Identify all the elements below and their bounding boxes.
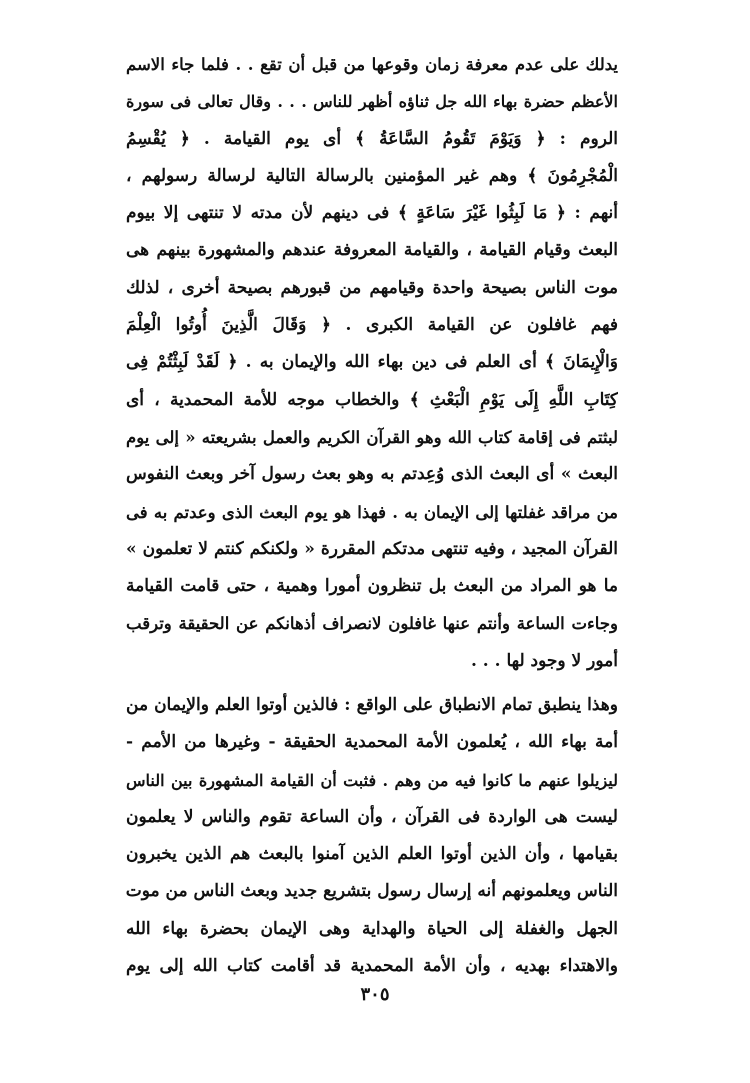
text-line: وَالْإِيمَانَ ﴾ أى العلم فى دين بهاء الله والإيمان به . ﴿ لَقَدْ لَبِثْتُمْ فِى bbox=[126, 352, 618, 373]
text-line: فهم غافلون عن القيامة الكبرى . ﴿ وَقَالَ الَّذِينَ أُوتُوا الْعِلْمَ bbox=[126, 315, 618, 336]
text-line: وجاءت الساعة وأنتم عنها غافلون لانصراف أذهانكم عن الحقيقة وترقب bbox=[126, 614, 618, 634]
text-line: البعث » أى البعث الذى وُعِدتم به وهو بعث رسول آخر وبعث النفوس bbox=[126, 464, 618, 485]
text-line: الجهل والغفلة إلى الحياة والهداية وهى الإيمان بحضرة بهاء الله bbox=[126, 918, 618, 939]
page-number: ٣٠٥ bbox=[360, 984, 390, 1005]
text-line: الْمُجْرِمُونَ ﴾ وهم غير المؤمنين بالرسالة التالية لرسالة رسولهم ، bbox=[126, 165, 618, 186]
text-line: البعث وقيام القيامة ، والقيامة المعروفة عندهم والمشهورة بينهم هى bbox=[126, 240, 618, 261]
text-line: يدلك على عدم معرفة زمان وقوعها من قبل أن تقع . . فلما جاء الاسم bbox=[126, 55, 618, 74]
text-line: وهذا ينطبق تمام الانطباق على الواقع : فالذين أوتوا العلم والإيمان من bbox=[126, 695, 618, 715]
paragraph-2 bbox=[126, 687, 618, 985]
text-line: القرآن المجيد ، وفيه تنتهى مدتكم المقررة « ولكنكم كنتم لا تعلمون » bbox=[126, 538, 618, 559]
text-line: ما هو المراد من البعث بل تنظرون أمورا وهمية ، حتى قامت القيامة bbox=[126, 576, 618, 597]
text-line: أمور لا وجود لها . . . bbox=[470, 650, 618, 671]
text-line: موت الناس بصيحة واحدة وقيامهم من قبورهم بصيحة أخرى ، لذلك bbox=[126, 277, 618, 298]
text-line: أمة بهاء الله ، يُعلمون الأمة المحمدية الحقيقة - وغيرها من الأمم - bbox=[126, 732, 618, 753]
text-line: والاهتداء بهديه ، وأن الأمة المحمدية قد أقامت كتاب الله إلى يوم bbox=[126, 956, 618, 977]
text-line: ليست هى الواردة فى القرآن ، وأن الساعة تقوم والناس لا يعلمون bbox=[126, 806, 618, 827]
text-line: الروم : ﴿ وَيَوْمَ تَقُومُ السَّاعَةُ ﴾ أى يوم القيامة . ﴿ يُقْسِمُ bbox=[126, 128, 618, 149]
text-line: لبثتم فى إقامة كتاب الله وهو القرآن الكريم والعمل بشريعته « إلى يوم bbox=[126, 427, 618, 447]
paragraph-1 bbox=[126, 46, 618, 680]
text-line: الناس ويعلمونهم أنه إرسال رسول بتشريع جديد وبعث الناس من موت bbox=[126, 881, 618, 902]
text-line: كِتَابِ اللَّهِ إِلَى يَوْمِ الْبَعْثِ ﴾ والخطاب موجه للأمة المحمدية ، أى bbox=[126, 389, 618, 410]
text-line: الأعظم حضرة بهاء الله جل ثناؤه أظهر للناس . . . وقال تعالى فى سورة bbox=[126, 92, 618, 112]
text-line: بقيامها ، وأن الذين أوتوا العلم الذين آمنوا بالبعث هم الذين يخبرون bbox=[126, 844, 618, 865]
text-line: أنهم : ﴿ مَا لَبِثُوا غَيْرَ سَاعَةٍ ﴾ فى دينهم لأن مدته لا تنتهى إلا بيوم bbox=[126, 203, 618, 224]
text-line: ليزيلوا عنهم ما كانوا فيه من وهم . فثبت أن القيامة المشهورة بين الناس bbox=[126, 770, 618, 790]
text-line: من مراقد غفلتها إلى الإيمان به . فهذا هو يوم البعث الذى وعدتم به فى bbox=[126, 502, 618, 522]
